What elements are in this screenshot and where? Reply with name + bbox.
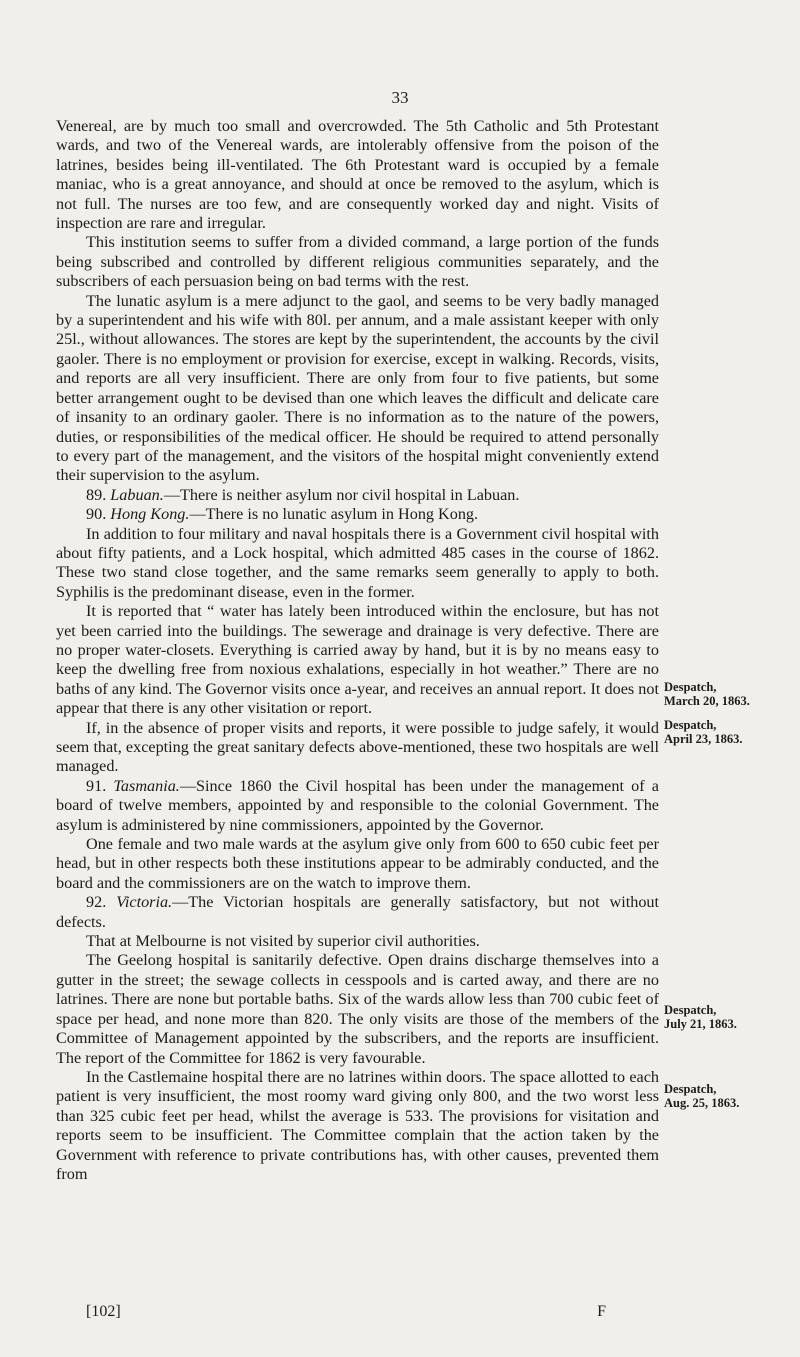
main-text (56, 117, 659, 1184)
signature-letter: F (597, 1303, 606, 1320)
section-tasmania: 91. Tasmania.—Since 1860 the Civil hospital has been under the management of a board of twelve members, appointed by and responsible to the colonial Government. The asylum is administered by nine commissioners, appointed by the Governor. (56, 776, 659, 834)
paragraph: That at Melbourne is not visited by superior civil authorities. (86, 932, 480, 951)
paragraph: In the Castlemaine hospital there are no latrines within doors. The space allotted to each patient is very insufficient, the most roomy ward giving only 800, and the two worst less than 325 cubic feet per head, whilst the average is 533. The provisions for visitation and reports seem to be insufficient. The Committee complain that the action taken by the Government with reference to private contributions has, with other causes, prevented them from (56, 1067, 659, 1183)
page-number: 33 (391, 88, 409, 107)
paragraph: If, in the absence of proper visits and reports, it were possible to judge safely, it would seem that, excepting the great sanitary defects above-mentioned, these two hospitals are well managed. (56, 718, 659, 776)
margin-note: Despatch, April 23, 1863. (664, 718, 743, 746)
margin-note: Despatch, July 21, 1863. (664, 1003, 737, 1031)
paragraph: One female and two male wards at the asylum give only from 600 to 650 cubic feet per head, but in other respects both these institutions appear to be admirably conducted, and the board and the commissioners are on the watch to improve them. (56, 835, 659, 892)
paragraph: The Geelong hospital is sanitarily defective. Open drains discharge themselves into a gutter in the street; the sewage collects in cesspools and is carted away, and there are no latrines. There are none but portable baths. Six of the wards allow less than 700 cubic feet of space per head, and none more than 820. The only visits are those of the members of the Committee of Management appointed by the subscribers, and the reports are insufficient. The report of the Committee for 1862 is very favourable. (56, 951, 659, 1067)
page-footer (86, 1303, 606, 1321)
margin-note: Despatch, Aug. 25, 1863. (664, 1082, 740, 1110)
section-hong-kong: 90. Hong Kong.—There is no lunatic asylum in Hong Kong. (86, 505, 479, 524)
paragraph: In addition to four military and naval hospitals there is a Government civil hospital with about fifty patients, and a Lock hospital, which admitted 485 cases in the course of 1862. These two stand close together, and the same remarks seem generally to apply to both. Syphilis is the predominant disease, even in the former. (56, 524, 659, 601)
paragraph: Venereal, are by much too small and overcrowded. The 5th Catholic and 5th Protestant wards, and two of the Venereal wards, are intolerably offensive from the poison of the latrines, besides being ill-ventilated. The 6th Protestant ward is occupied by a female maniac, who is a great annoyance, and should at once be removed to the asylum, which is not full. The nurses are too few, and are consequently worked day and night. Visits of inspection are rare and irregular. (56, 117, 659, 233)
paragraph: The lunatic asylum is a mere adjunct to the gaol, and seems to be very badly managed by a superintendent and his wife with 80l. per annum, and a male assistant keeper with only 25l., without allowances. The stores are kept by the superintendent, the accounts by the civil gaoler. There is no employment or provision for exercise, except in walking. Records, visits, and reports are all very insufficient. There are only from four to five patients, but some better arrangement ought to be devised than one which leaves the difficult and delicate care of insanity to an ordinary gaoler. There is no information as to the nature of the powers, duties, or responsibilities of the medical officer. He should be required to attend personally to every part of the management, and the visitors of the hospital might conveniently extend their supervision to the asylum. (56, 291, 659, 485)
section-labuan: 89. Labuan.—There is neither asylum nor civil hospital in Labuan. (86, 485, 520, 504)
section-victoria: 92. Victoria.—The Victorian hospitals are generally satisfactory, but not without defects. (56, 893, 660, 931)
paragraph: This institution seems to suffer from a divided command, a large portion of the funds being subscribed and controlled by different religious communities separately, and the subscribers of each persuasion being on bad terms with the rest. (56, 233, 659, 291)
margin-note: Despatch, March 20, 1863. (664, 680, 750, 708)
paragraph: It is reported that “ water has lately been introduced within the enclosure, but has not yet been carried into the buildings. The sewerage and drainage is very defective. There are no proper water-closets. Everything is carried away by hand, but it is by no means easy to keep the dwelling free from noxious exhalations, especially in hot weather.” There are no baths of any kind. The Governor visits once a-year, and receives an annual report. It does not appear that there is any other visitation or report. (56, 602, 659, 718)
signature-mark: [102] (86, 1303, 121, 1320)
